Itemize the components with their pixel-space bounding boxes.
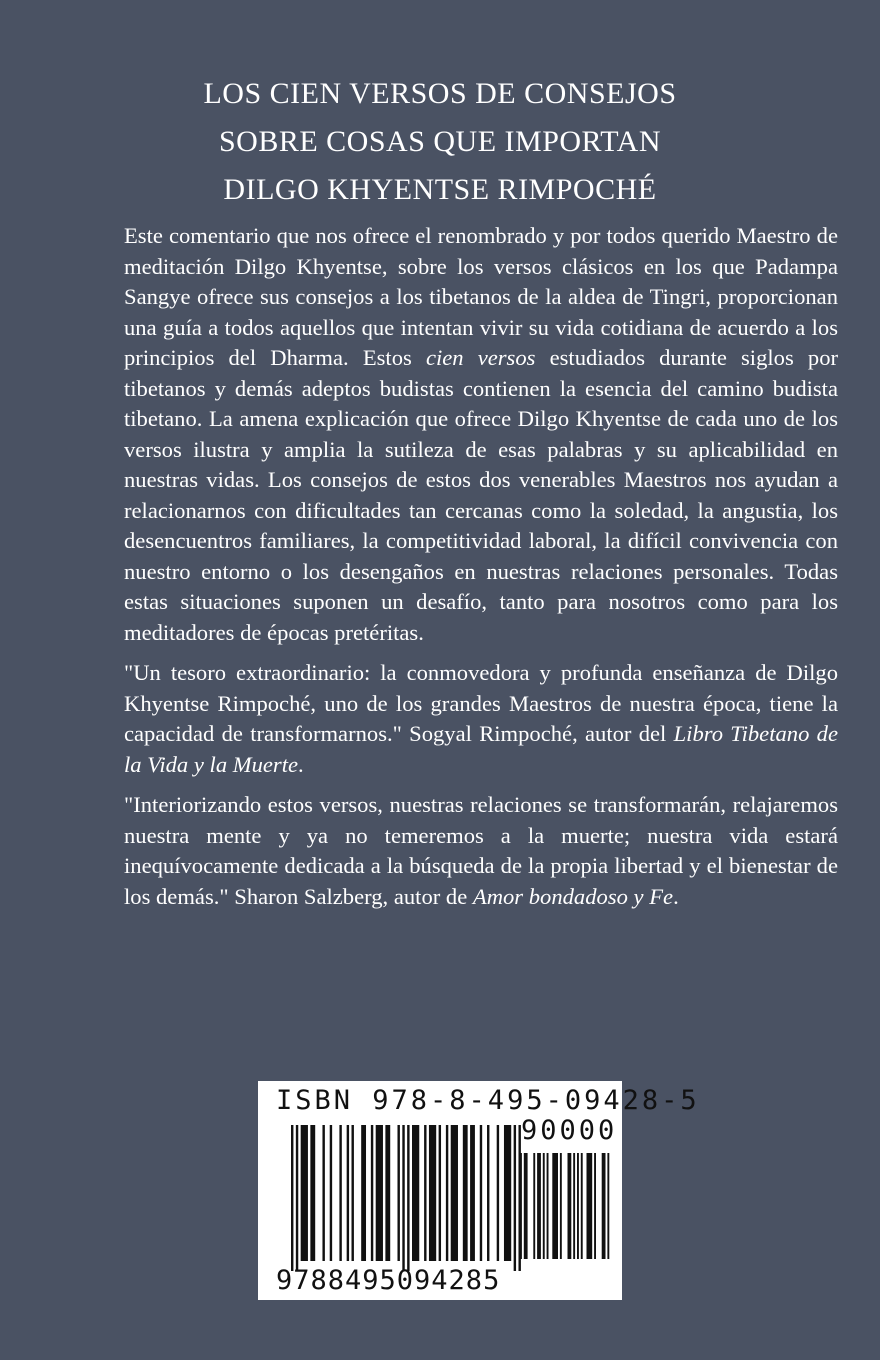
barcode-bar-1: [296, 1125, 298, 1271]
barcode-bar-27: [504, 1125, 511, 1261]
barcode-bar-4: [322, 1125, 324, 1261]
barcode-panel: [258, 1081, 700, 1300]
barcode-bar-19: [439, 1125, 441, 1261]
addon-bar-4: [543, 1153, 545, 1259]
addon-bar-13: [594, 1153, 596, 1259]
description-paragraph: [124, 221, 838, 648]
addon-bar-8: [568, 1153, 572, 1259]
barcode-bar-18: [429, 1125, 436, 1261]
barcode-bar-0: [291, 1125, 293, 1271]
barcode-bar-21: [451, 1125, 458, 1261]
price-code: 90000: [521, 1115, 618, 1146]
addon-bar-9: [573, 1153, 575, 1259]
author-name: DILGO KHYENTSE RIMPOCHÉ: [223, 173, 657, 206]
barcode-bar-13: [397, 1125, 399, 1261]
addon-bar-1: [524, 1153, 528, 1259]
quote-salzberg-book: Amor bondadoso y Fe: [472, 883, 674, 909]
title-line-2: SOBRE COSAS QUE IMPORTAN: [218, 125, 662, 158]
barcode-bar-6: [339, 1125, 341, 1261]
barcode-bar-8: [352, 1125, 354, 1261]
barcode-bar-24: [480, 1125, 482, 1261]
addon-bar-12: [587, 1153, 593, 1259]
quote-salzberg: [124, 790, 838, 912]
barcode-bar-10: [371, 1125, 373, 1261]
addon-bar-15: [607, 1153, 609, 1259]
title-line-1: LOS CIEN VERSOS DE CONSEJOS: [203, 77, 677, 110]
title-block: [0, 70, 880, 214]
barcode-bar-28: [514, 1125, 516, 1271]
quote-sogyal-book: Libro Tibetano de la Vida y la Muerte: [124, 721, 838, 777]
barcode-bar-3: [310, 1125, 315, 1261]
barcode-bar-14: [402, 1125, 404, 1271]
quote-sogyal: [124, 658, 838, 780]
barcode-bar-22: [463, 1125, 468, 1261]
barcode-bar-11: [376, 1125, 383, 1261]
barcode-bar-5: [330, 1125, 332, 1261]
barcode-bar-16: [412, 1125, 419, 1261]
addon-bar-10: [577, 1153, 579, 1259]
barcode-bar-26: [497, 1125, 499, 1261]
addon-bar-5: [547, 1153, 549, 1259]
quote-sogyal-end: .: [298, 751, 304, 777]
blurb: [124, 221, 838, 922]
ean-digits: 9788495094285: [276, 1265, 501, 1296]
barcode-bar-2: [301, 1125, 308, 1261]
quote-salzberg-end: .: [673, 883, 679, 909]
description-part-2: estudiados durante siglos por tibetanos y demás adeptos budistas contienen la esencia del camino budista tibetano. La amena explicación que ofrece Dilgo Khyentse de cada uno de los versos ilustra y amplia la sutileza de esas palabras y su aplicabilidad en nuestras vidas. Los consejos de estos dos venerables Maestros nos ayudan a relacionarnos con dificultades tan cercanas como la soledad, la angustia, los desencuentros familiares, la competitividad laboral, la difícil convivencia con nuestro entorno o los desengaños en nuestras relaciones personales. Todas estas situaciones suponen un desafío, tanto para nosotros como para los meditadores de épocas pretéritas.: [124, 345, 839, 645]
isbn-label: ISBN 978-8-495-09428-5: [276, 1085, 700, 1116]
barcode-bar-23: [470, 1125, 475, 1261]
barcode-bar-25: [487, 1125, 489, 1261]
barcode-bar-7: [347, 1125, 349, 1261]
quote-salzberg-text: "Interiorizando estos versos, nuestras relaciones se transformarán, relajaremos nuestra mente y ya no temeremos a la muerte; nuestra vida estará inequívocamente dedicada a la búsqueda de la propia libertad y el bienestar de los demás." Sharon Salzberg, autor de: [124, 792, 838, 909]
addon-bar-0: [520, 1153, 522, 1259]
addon-bar-7: [560, 1153, 562, 1259]
description-part-1: Este comentario que nos ofrece el renombrado y por todos querido Maestro de meditación Dilgo Khyentse, sobre los versos clásicos en los que Padampa Sangye ofrece sus consejos a los tibetanos de la aldea de Tingri, proporcionan una guía a todos aquellos que intentan vivir su vida cotidiana de acuerdo a los principios del Dharma. Estos: [124, 223, 838, 370]
quote-sogyal-text: "Un tesoro extraordinario: la conmovedora y profunda enseñanza de Dilgo Khyentse Rimpoché, uno de los grandes Maestros de nuestra época, tiene la capacidad de transformarnos." Sogyal Rimpoché, autor del: [124, 660, 838, 746]
barcode-bar-15: [407, 1125, 409, 1271]
description-italic: cien versos: [425, 345, 536, 370]
addon-bar-11: [581, 1153, 583, 1259]
barcode-bar-20: [446, 1125, 448, 1261]
addon-bar-2: [533, 1153, 535, 1259]
barcode-bar-9: [361, 1125, 366, 1261]
addon-bar-3: [537, 1153, 541, 1259]
barcode-bar-12: [385, 1125, 390, 1261]
addon-bar-6: [552, 1153, 558, 1259]
barcode-bar-17: [424, 1125, 426, 1261]
addon-bar-14: [602, 1153, 606, 1259]
